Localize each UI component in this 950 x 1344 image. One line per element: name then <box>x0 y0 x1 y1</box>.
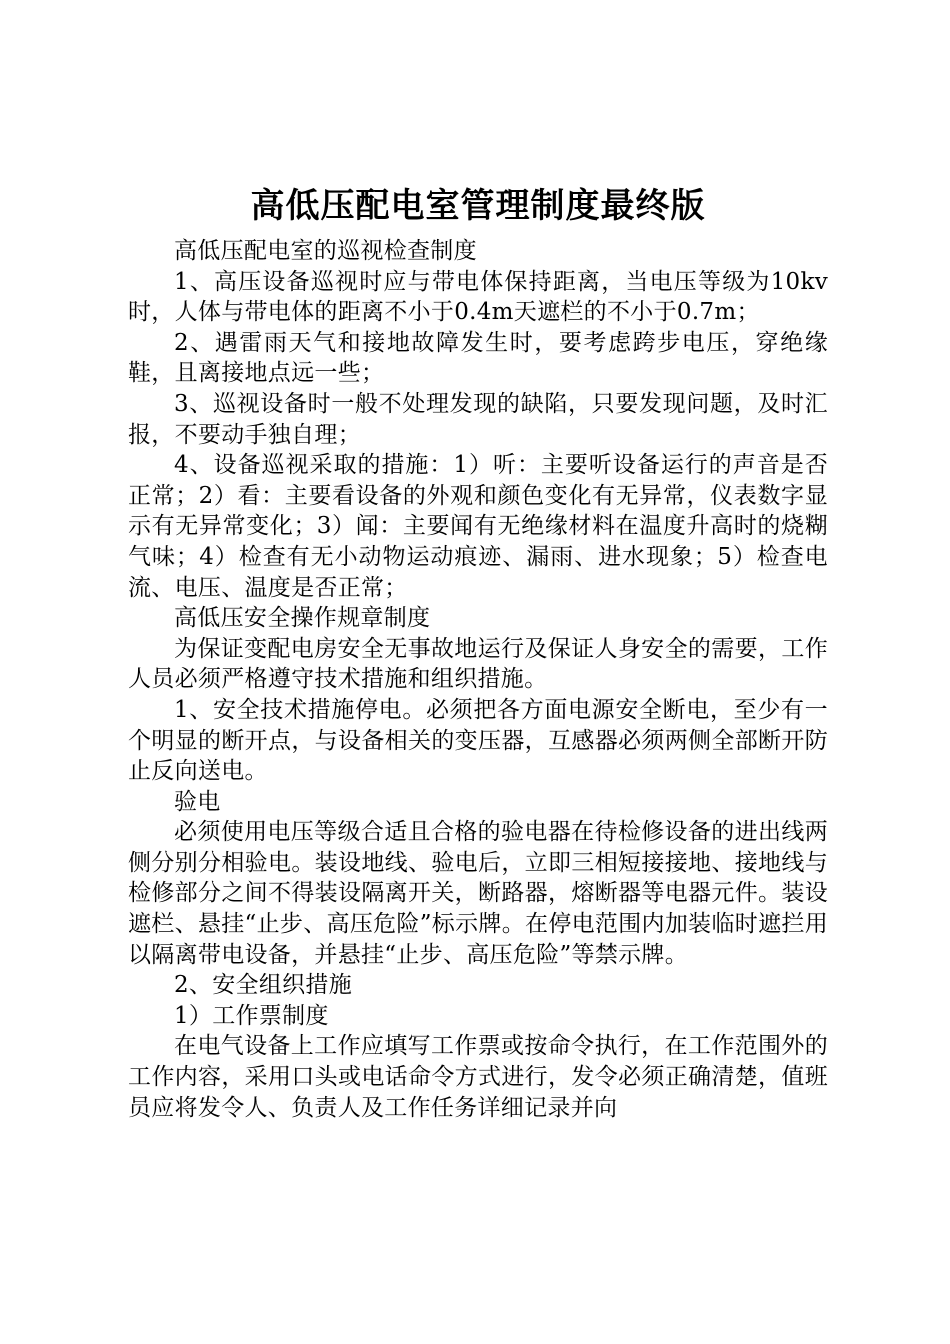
paragraph: 2、安全组织措施 <box>174 972 353 999</box>
paragraph: 1、安全技术措施停电。必须把各方面电源安全断电，至少有一个明显的断开点，与设备相关的变压器，互感器必须两侧全部断开防止反向送电。 <box>128 696 828 785</box>
paragraph: 高低压安全操作规章制度 <box>174 605 431 632</box>
paragraph: 为保证变配电房安全无事故地运行及保证人身安全的需要，工作人员必须严格遵守技术措施和组织措施。 <box>128 635 828 693</box>
paragraph: 1、高压设备巡视时应与带电体保持距离，当电压等级为10kv时，人体与带电体的距离不小于0.4m天遮栏的不小于0.7m； <box>128 268 828 326</box>
paragraph: 3、巡视设备时一般不处理发现的缺陷，只要发现问题，及时汇报，不要动手独自理； <box>128 390 828 448</box>
paragraph: 4、设备巡视采取的措施：1）听：主要听设备运行的声音是否正常；2）看：主要看设备的外观和颜色变化有无异常，仪表数字显示有无异常变化；3）闻：主要闻有无绝缘材料在温度升高时的烧糊气味；4）检查有无小动物运动痕迹、漏雨、进水现象；5）检查电流、电压、温度是否正常； <box>128 452 828 601</box>
paragraph: 高低压配电室的巡视检查制度 <box>174 238 477 264</box>
document-page <box>128 180 828 1280</box>
document-title: 高低压配电室管理制度最终版 <box>250 186 706 226</box>
paragraph: 在电气设备上工作应填写工作票或按命令执行，在工作范围外的工作内容，采用口头或电话命令方式进行，发令必须正确清楚，值班员应将发令人、负责人及工作任务详细记录并向 <box>128 1033 828 1121</box>
paragraph: 验电 <box>174 788 221 815</box>
paragraph: 2、遇雷雨天气和接地故障发生时，要考虑跨步电压，穿绝缘鞋，且离接地点远一些； <box>128 329 828 387</box>
paragraph: 必须使用电压等级合适且合格的验电器在待检修设备的进出线两侧分别分相验电。装设地线、验电后，立即三相短接接地、接地线与检修部分之间不得装设隔离开关，断路器，熔断器等电器元件。装设遮栏、悬挂“止步、高压危险”标示牌。在停电范围内加装临时遮拦用以隔离带电设备，并悬挂“止步、高压危险”等禁示牌。 <box>128 819 828 968</box>
paragraph: 1）工作票制度 <box>174 1002 329 1029</box>
